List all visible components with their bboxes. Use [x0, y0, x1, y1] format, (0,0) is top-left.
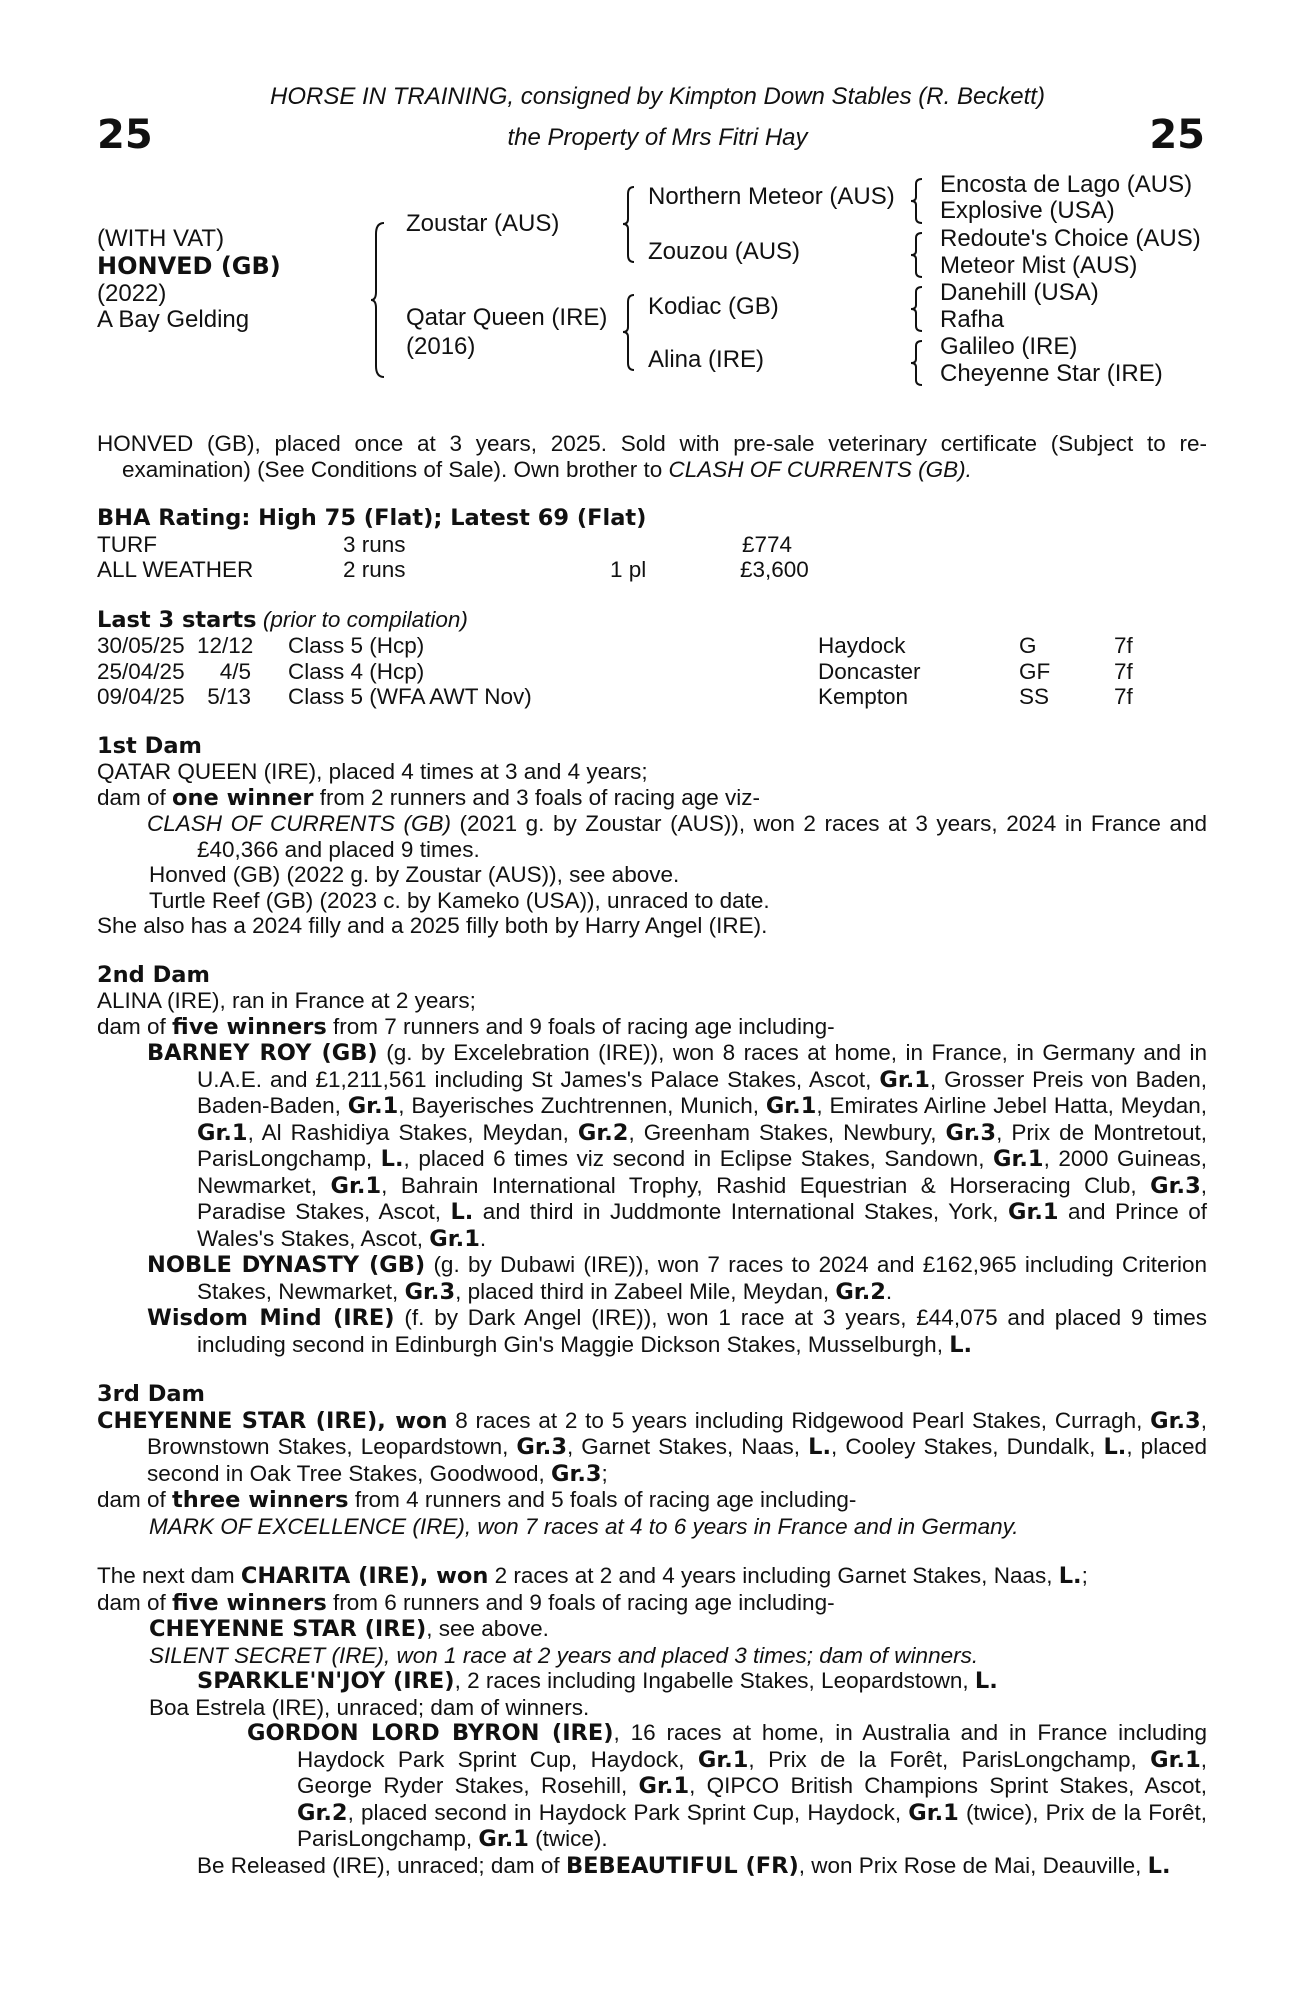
next-dam-charita: The next dam CHARITA (IRE), won 2 races at 2 and 4 years including Garnet Stakes, Naas, L.;: [97, 1563, 1088, 1589]
pedigree-main-bracket: [370, 222, 386, 378]
third-dam-produce: dam of three winners from 4 runners and 5 foals of racing age including-: [97, 1487, 857, 1513]
pedigree-g8: Cheyenne Star (IRE): [940, 360, 1163, 387]
bha-rating-title: BHA Rating: High 75 (Flat); Latest 69 (Flat): [97, 505, 647, 531]
pedigree-dam-dam: Alina (IRE): [648, 346, 765, 373]
second-dam-line: ALINA (IRE), ran in France at 2 years;: [97, 988, 476, 1013]
last-starts-title: Last 3 starts (prior to compilation): [97, 606, 468, 633]
first-dam-title: 1st Dam: [97, 732, 202, 759]
horse-year: (2022): [97, 280, 167, 307]
offspring-turtle-reef: Turtle Reef (GB) (2023 c. by Kameko (USA)), unraced to date.: [149, 887, 770, 913]
pedigree-dam-year: (2016): [406, 333, 476, 360]
next-dam-produce: dam of five winners from 6 runners and 9 foals of racing age including-: [97, 1589, 835, 1616]
pedigree-sire-dam: Zouzou (AUS): [648, 238, 801, 265]
start-row: 30/05/25 12/12 Class 5 (Hcp) Haydock G 7f: [97, 633, 1133, 658]
pedigree-g3: Redoute's Choice (AUS): [940, 225, 1201, 252]
offspring-honved: Honved (GB) (2022 g. by Zoustar (AUS)), see above.: [149, 862, 680, 887]
offspring-sparkle-n-joy: SPARKLE'N'JOY (IRE), 2 races including Ingabelle Stakes, Leopardstown, L.: [197, 1668, 998, 1694]
offspring-silent-secret: SILENT SECRET (IRE), won 1 race at 2 years and placed 3 times; dam of winners.: [149, 1642, 979, 1668]
consignor-line: HORSE IN TRAINING, consigned by Kimpton Down Stables (R. Beckett): [270, 83, 1045, 110]
pedigree-g7: Galileo (IRE): [940, 333, 1078, 360]
offspring-boa-estrela: Boa Estrela (IRE), unraced; dam of winners.: [149, 1694, 590, 1720]
lot-number-left: 25: [97, 112, 153, 158]
pedigree-sire-sire: Northern Meteor (AUS): [648, 183, 895, 210]
pedigree-g-bracket-3: [910, 286, 924, 332]
offspring-gordon-lord-byron: GORDON LORD BYRON (IRE), 16 races at home, in Australia and in France including Haydock Park Sprint Cup, Haydock, Gr.1, Prix de la Forêt, ParisLongchamp, Gr.1, George Ryder Stakes, Rosehill, Gr.1, QIPCO British Champions Sprint Stakes, Ascot, Gr.2, placed second in Haydock Park Sprint Cup, Haydock, Gr.1 (twice), Prix de la Forêt, ParisLongchamp, Gr.1 (twice).: [247, 1720, 1208, 1852]
rating-row-turf: TURF 3 runs £774: [97, 531, 793, 557]
horse-name: HONVED (GB): [97, 252, 281, 280]
third-dam-title: 3rd Dam: [97, 1381, 205, 1407]
horse-description: A Bay Gelding: [97, 306, 250, 333]
offspring-barney-roy: BARNEY ROY (GB) (g. by Excelebration (IRE)), won 8 races at home, in France, in Germany and in U.A.E. and £1,211,561 including St James's Palace Stakes, Ascot, Gr.1, Grosser Preis von Baden, Baden-Baden, Gr.1, Bayerisches Zuchtrennen, Munich, Gr.1, Emirates Airline Jebel Hatta, Meydan, Gr.1, Al Rashidiya Stakes, Meydan, Gr.2, Greenham Stakes, Newbury, Gr.3, Prix de Montretout, ParisLongchamp, L., placed 6 times viz second in Eclipse Stakes, Sandown, Gr.1, 2000 Guineas, Newmarket, Gr.1, Bahrain International Trophy, Rashid Equestrian & Horseracing Club, Gr.3, Paradise Stakes, Ascot, L. and third in Juddmonte International Stakes, York, Gr.1 and Prince of Wales's Stakes, Ascot, Gr.1.: [147, 1040, 1208, 1252]
third-dam-cheyenne-star: CHEYENNE STAR (IRE), won 8 races at 2 to 5 years including Ridgewood Pearl Stakes, Curragh, Gr.3, Brownstown Stakes, Leopardstown, Gr.3, Garnet Stakes, Naas, L., Cooley Stakes, Dundalk, L., placed second in Oak Tree Stakes, Goodwood, Gr.3;: [97, 1407, 1207, 1487]
catalogue-body: [97, 431, 1207, 1879]
own-brother-name: CLASH OF CURRENTS (GB).: [668, 456, 972, 482]
pedigree-dam-bracket: [622, 294, 636, 372]
pedigree-dam-sire: Kodiac (GB): [648, 293, 779, 320]
pedigree-dam: Qatar Queen (IRE): [406, 304, 608, 331]
pedigree-sire-bracket: [622, 186, 636, 264]
lot-number-right: 25: [1149, 112, 1205, 158]
offspring-clash-of-currents: CLASH OF CURRENTS (GB) (2021 g. by Zoustar (AUS)), won 2 races at 3 years, 2024 in France and £40,366 and placed 9 times.: [147, 811, 1207, 862]
start-row: 25/04/25 4/5 Class 4 (Hcp) Doncaster GF 7f: [97, 658, 1133, 684]
property-line: the Property of Mrs Fitri Hay: [507, 124, 808, 151]
offspring-cheyenne-star: CHEYENNE STAR (IRE), see above.: [149, 1616, 549, 1642]
start-row: 09/04/25 5/13 Class 5 (WFA AWT Nov) Kempton SS 7f: [97, 684, 1133, 709]
pedigree-sire: Zoustar (AUS): [406, 210, 560, 237]
pedigree-g1: Encosta de Lago (AUS): [940, 171, 1193, 198]
first-dam-line: QATAR QUEEN (IRE), placed 4 times at 3 and 4 years;: [97, 759, 648, 784]
offspring-noble-dynasty: NOBLE DYNASTY (GB) (g. by Dubawi (IRE)), won 7 races to 2024 and £162,965 including Criterion Stakes, Newmarket, Gr.3, placed third in Zabeel Mile, Meydan, Gr.2.: [147, 1252, 1207, 1305]
pedigree-g5: Danehill (USA): [940, 279, 1099, 306]
intro-paragraph: HONVED (GB), placed once at 3 years, 2025. Sold with pre-sale veterinary certificate (Subject to re-examination) (See Conditions of Sale). Own brother to CLASH OF CURRENTS (GB).: [97, 431, 1207, 482]
offspring-mark-of-excellence: MARK OF EXCELLENCE (IRE), won 7 races at 4 to 6 years in France and in Germany.: [149, 1513, 1019, 1539]
vat-label: (WITH VAT): [97, 225, 225, 252]
pedigree-g-bracket-2: [910, 232, 924, 278]
pedigree-g4: Meteor Mist (AUS): [940, 252, 1138, 279]
pedigree-g2: Explosive (USA): [940, 197, 1115, 224]
offspring-be-released: Be Released (IRE), unraced; dam of BEBEAUTIFUL (FR), won Prix Rose de Mai, Deauville, L.: [197, 1852, 1171, 1879]
pedigree-g-bracket-1: [910, 178, 924, 224]
first-dam-note: She also has a 2024 filly and a 2025 filly both by Harry Angel (IRE).: [97, 913, 768, 938]
second-dam-title: 2nd Dam: [97, 961, 210, 988]
pedigree-g-bracket-4: [910, 340, 924, 386]
rating-row-all-weather: ALL WEATHER 2 runs 1 pl £3,600: [97, 557, 809, 582]
pedigree-g6: Rafha: [940, 306, 1005, 333]
second-dam-produce: dam of five winners from 7 runners and 9 foals of racing age including-: [97, 1013, 835, 1040]
first-dam-produce: dam of one winner from 2 runners and 3 foals of racing age viz-: [97, 784, 760, 811]
offspring-wisdom-mind: Wisdom Mind (IRE) (f. by Dark Angel (IRE)), won 1 race at 3 years, £44,075 and placed 9 times including second in Edinburgh Gin's Maggie Dickson Stakes, Musselburgh, L.: [147, 1305, 1207, 1358]
